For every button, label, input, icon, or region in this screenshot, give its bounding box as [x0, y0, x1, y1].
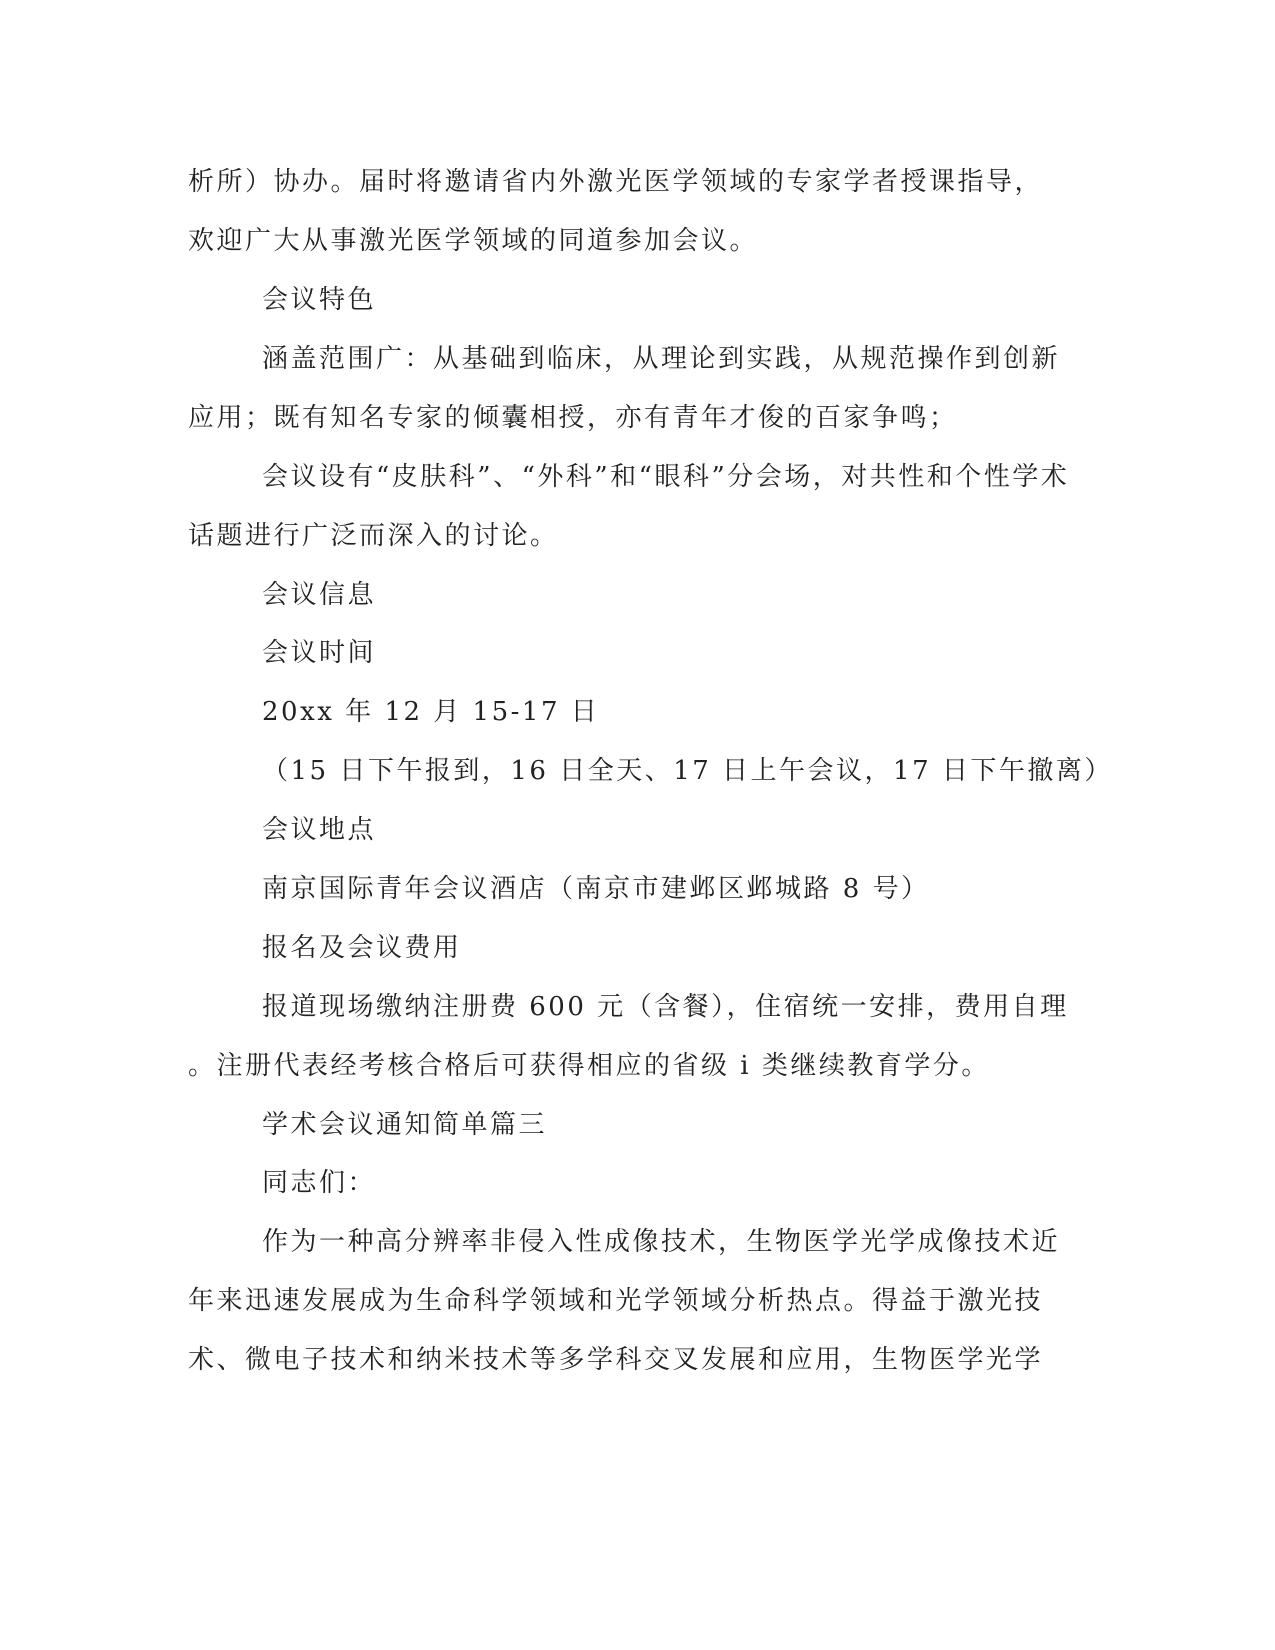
section-heading: 会议特色 — [262, 285, 377, 315]
meeting-date: 20xx 年 12 月 15-17 日 — [262, 697, 600, 727]
subsection-heading: 会议地点 — [262, 815, 377, 845]
paragraph-line: 析所）协办。届时将邀请省内外激光医学领域的专家学者授课指导， — [188, 167, 1044, 197]
paragraph-line: 话题进行广泛而深入的讨论。 — [188, 521, 559, 551]
paragraph-line: 术、微电子技术和纳米技术等多学科交叉发展和应用，生物医学光学 — [188, 1345, 1044, 1375]
paragraph-line: 欢迎广大从事激光医学领域的同道参加会议。 — [188, 226, 759, 256]
subsection-heading: 报名及会议费用 — [262, 933, 462, 963]
section-heading: 学术会议通知简单篇三 — [262, 1110, 548, 1140]
salutation: 同志们： — [262, 1168, 377, 1198]
meeting-schedule: （15 日下午报到，16 日全天、17 日上午会议，17 日下午撤离） — [262, 756, 1113, 786]
subsection-heading: 会议时间 — [262, 638, 377, 668]
paragraph-line: 年来迅速发展成为生命科学领域和光学领域分析热点。得益于激光技 — [188, 1286, 1044, 1316]
paragraph-line: 报道现场缴纳注册费 600 元（含餐），住宿统一安排，费用自理 — [262, 992, 1069, 1022]
paragraph-line: 。注册代表经考核合格后可获得相应的省级 i 类继续教育学分。 — [188, 1051, 990, 1081]
paragraph-line: 会议设有“皮肤科”、“外科”和“眼科”分会场，对共性和个性学术 — [262, 462, 1070, 492]
meeting-venue: 南京国际青年会议酒店（南京市建邺区邺城路 8 号） — [262, 874, 930, 904]
paragraph-line: 涵盖范围广：从基础到临床，从理论到实践，从规范操作到创新 — [262, 344, 1061, 374]
section-heading: 会议信息 — [262, 580, 377, 610]
paragraph-line: 作为一种高分辨率非侵入性成像技术，生物医学光学成像技术近 — [262, 1227, 1061, 1257]
paragraph-line: 应用；既有知名专家的倾囊相授，亦有青年才俊的百家争鸣； — [188, 403, 958, 433]
